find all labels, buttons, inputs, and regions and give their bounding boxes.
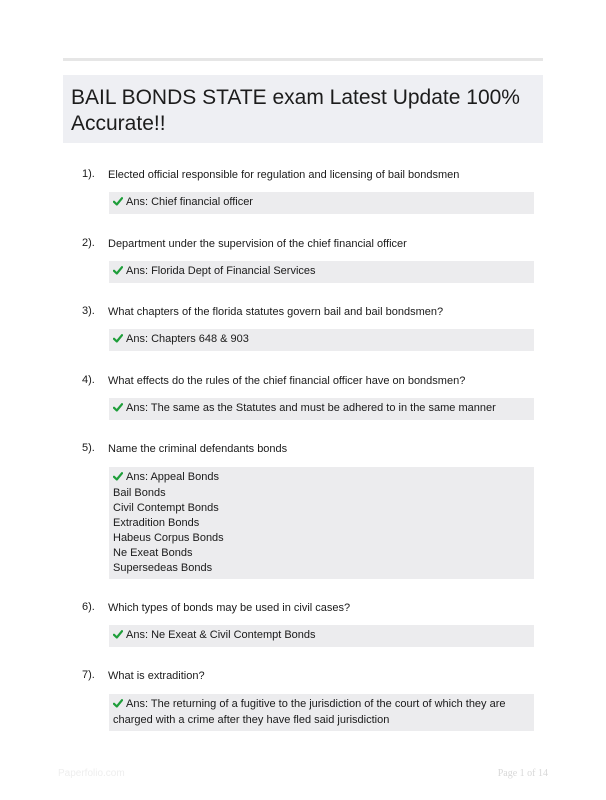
check-icon: [113, 402, 123, 417]
question-number: 4).: [82, 374, 95, 386]
answer-line: Ans: Florida Dept of Financial Services: [113, 264, 530, 280]
question-number: 5).: [82, 442, 95, 454]
check-icon: [113, 196, 123, 211]
answer-box: [109, 694, 534, 731]
title-banner: [63, 75, 543, 143]
footer-watermark: Paperfolio.com: [58, 768, 125, 779]
top-divider: [63, 58, 543, 61]
question-text: Elected official responsible for regulation and licensing of bail bondsmen: [108, 169, 460, 181]
answer-line: Bail Bonds: [113, 487, 166, 499]
answer-box: [109, 467, 534, 579]
answer-line: Habeus Corpus Bonds: [113, 532, 224, 544]
answer-line: Ne Exeat Bonds: [113, 547, 193, 559]
answer-line: Supersedeas Bonds: [113, 562, 213, 574]
page-number: Page 1 of 14: [497, 768, 548, 779]
answer-line: Ans: The returning of a fugitive to the jurisdiction of the court of which they are charged with a crime after they have fled said jurisdiction: [113, 698, 506, 726]
answer-line: Ans: Chief financial officer: [113, 195, 530, 211]
question-number: 7).: [82, 669, 95, 681]
answer-box: [109, 329, 534, 351]
document-title: BAIL BONDS STATE exam Latest Update 100% Accurate!!: [71, 86, 520, 135]
question-number: 1).: [82, 168, 95, 180]
answer-box: [109, 625, 534, 647]
answer-box: [109, 398, 534, 420]
answer-line: Ans: The same as the Statutes and must be adhered to in the same manner: [113, 401, 530, 417]
check-icon: [113, 698, 123, 713]
question-text: Which types of bonds may be used in civil cases?: [108, 602, 351, 614]
answer-box: [109, 261, 534, 283]
question-text: What effects do the rules of the chief financial officer have on bondsmen?: [108, 375, 466, 387]
answer-box: [109, 192, 534, 214]
question-text: Department under the supervision of the chief financial officer: [108, 238, 407, 250]
check-icon: [113, 333, 123, 348]
question-text: Name the criminal defendants bonds: [108, 443, 288, 455]
question-text: What chapters of the florida statutes govern bail and bail bondsmen?: [108, 306, 444, 318]
question-number: 3).: [82, 305, 95, 317]
answer-line: Ans: Chapters 648 & 903: [113, 332, 530, 348]
check-icon: [113, 471, 123, 486]
check-icon: [113, 629, 123, 644]
check-icon: [113, 265, 123, 280]
question-text: What is extradition?: [108, 670, 205, 682]
answer-line: Civil Contempt Bonds: [113, 502, 219, 514]
answer-line: Extradition Bonds: [113, 517, 200, 529]
question-number: 6).: [82, 601, 95, 613]
question-number: 2).: [82, 237, 95, 249]
answer-line: Ans: Ne Exeat & Civil Contempt Bonds: [113, 628, 530, 644]
answer-line: Ans: Appeal Bonds: [113, 470, 530, 486]
